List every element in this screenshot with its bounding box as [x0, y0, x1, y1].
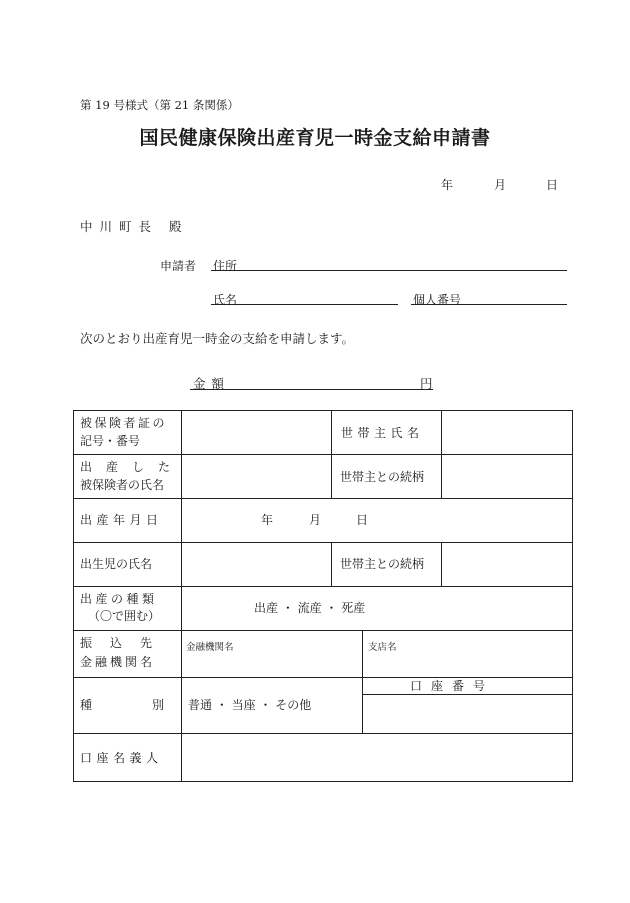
birth-date-year: 年 [261, 513, 274, 527]
relation-label-1: 世帯主との続柄 [340, 470, 425, 484]
addressee: 中川町長 殿 [80, 219, 189, 234]
statement: 次のとおり出産育児一時金の支給を申請します。 [80, 331, 355, 346]
relation-field-1[interactable] [446, 458, 568, 494]
birth-type-options[interactable]: 出産 ・ 流産 ・ 死産 [254, 601, 366, 615]
birth-insured-label-2: 被保険者の氏名 [80, 478, 165, 492]
column-divider [441, 410, 442, 498]
bank-name-label: 金融機関名 [186, 642, 234, 653]
form-number: 第 19 号様式（第 21 条関係） [80, 98, 239, 112]
row-divider [73, 454, 573, 455]
account-type-label: 種別 [80, 698, 225, 712]
account-number-field[interactable] [367, 698, 568, 729]
birth-type-label-2: （〇で囲む） [88, 609, 161, 623]
bank-label-2: 金融機関名 [80, 655, 156, 669]
column-divider [362, 630, 363, 733]
column-divider [441, 542, 442, 586]
account-holder-field[interactable] [186, 737, 568, 777]
account-type-options[interactable]: 普通 ・ 当座 ・ その他 [188, 698, 312, 712]
column-divider [331, 410, 332, 498]
amount-line[interactable] [190, 389, 433, 390]
row-divider [73, 542, 573, 543]
address-line[interactable] [211, 270, 567, 271]
insured-number-label-1: 被保険者証の [80, 416, 168, 430]
applicant-label: 申請者 [160, 259, 197, 273]
household-head-label: 世帯主氏名 [341, 426, 424, 440]
row-divider [73, 498, 573, 499]
account-holder-label: 口座名義人 [80, 751, 163, 765]
form-title: 国民健康保険出産育児一時金支給申請書 [139, 127, 491, 149]
amount-unit: 円 [420, 376, 433, 391]
bank-label-1: 振込先 [80, 636, 171, 650]
child-name-label: 出生児の氏名 [80, 557, 153, 571]
birth-insured-name-field[interactable] [186, 458, 326, 494]
row-divider [73, 586, 573, 587]
id-number-line[interactable] [411, 304, 567, 305]
amount-label: 金額 [193, 376, 231, 391]
child-name-field[interactable] [186, 546, 326, 582]
birth-insured-label-1: 出産した [80, 460, 185, 474]
name-label: 氏名 [213, 293, 238, 307]
row-divider [73, 733, 573, 734]
birth-date-label: 出産年月日 [80, 513, 163, 527]
date-day-label: 日 [546, 178, 559, 192]
relation-label-2: 世帯主との続柄 [340, 557, 425, 571]
birth-date-month: 月 [309, 513, 322, 527]
id-number-label: 個人番号 [413, 293, 462, 307]
account-number-label: 口座番号 [410, 679, 495, 693]
insured-number-field[interactable] [186, 414, 326, 450]
row-divider [73, 677, 573, 678]
branch-label: 支店名 [368, 642, 397, 653]
date-year-label: 年 [441, 178, 454, 192]
name-line[interactable] [211, 304, 398, 305]
relation-field-2[interactable] [446, 546, 568, 582]
insured-number-label-2: 記号・番号 [80, 434, 141, 448]
column-divider [331, 542, 332, 586]
birth-type-label-1: 出産の種類 [80, 592, 158, 606]
row-divider [73, 630, 573, 631]
household-head-field[interactable] [446, 414, 568, 450]
address-label: 住所 [213, 259, 238, 273]
birth-date-day: 日 [356, 513, 369, 527]
date-month-label: 月 [494, 178, 507, 192]
